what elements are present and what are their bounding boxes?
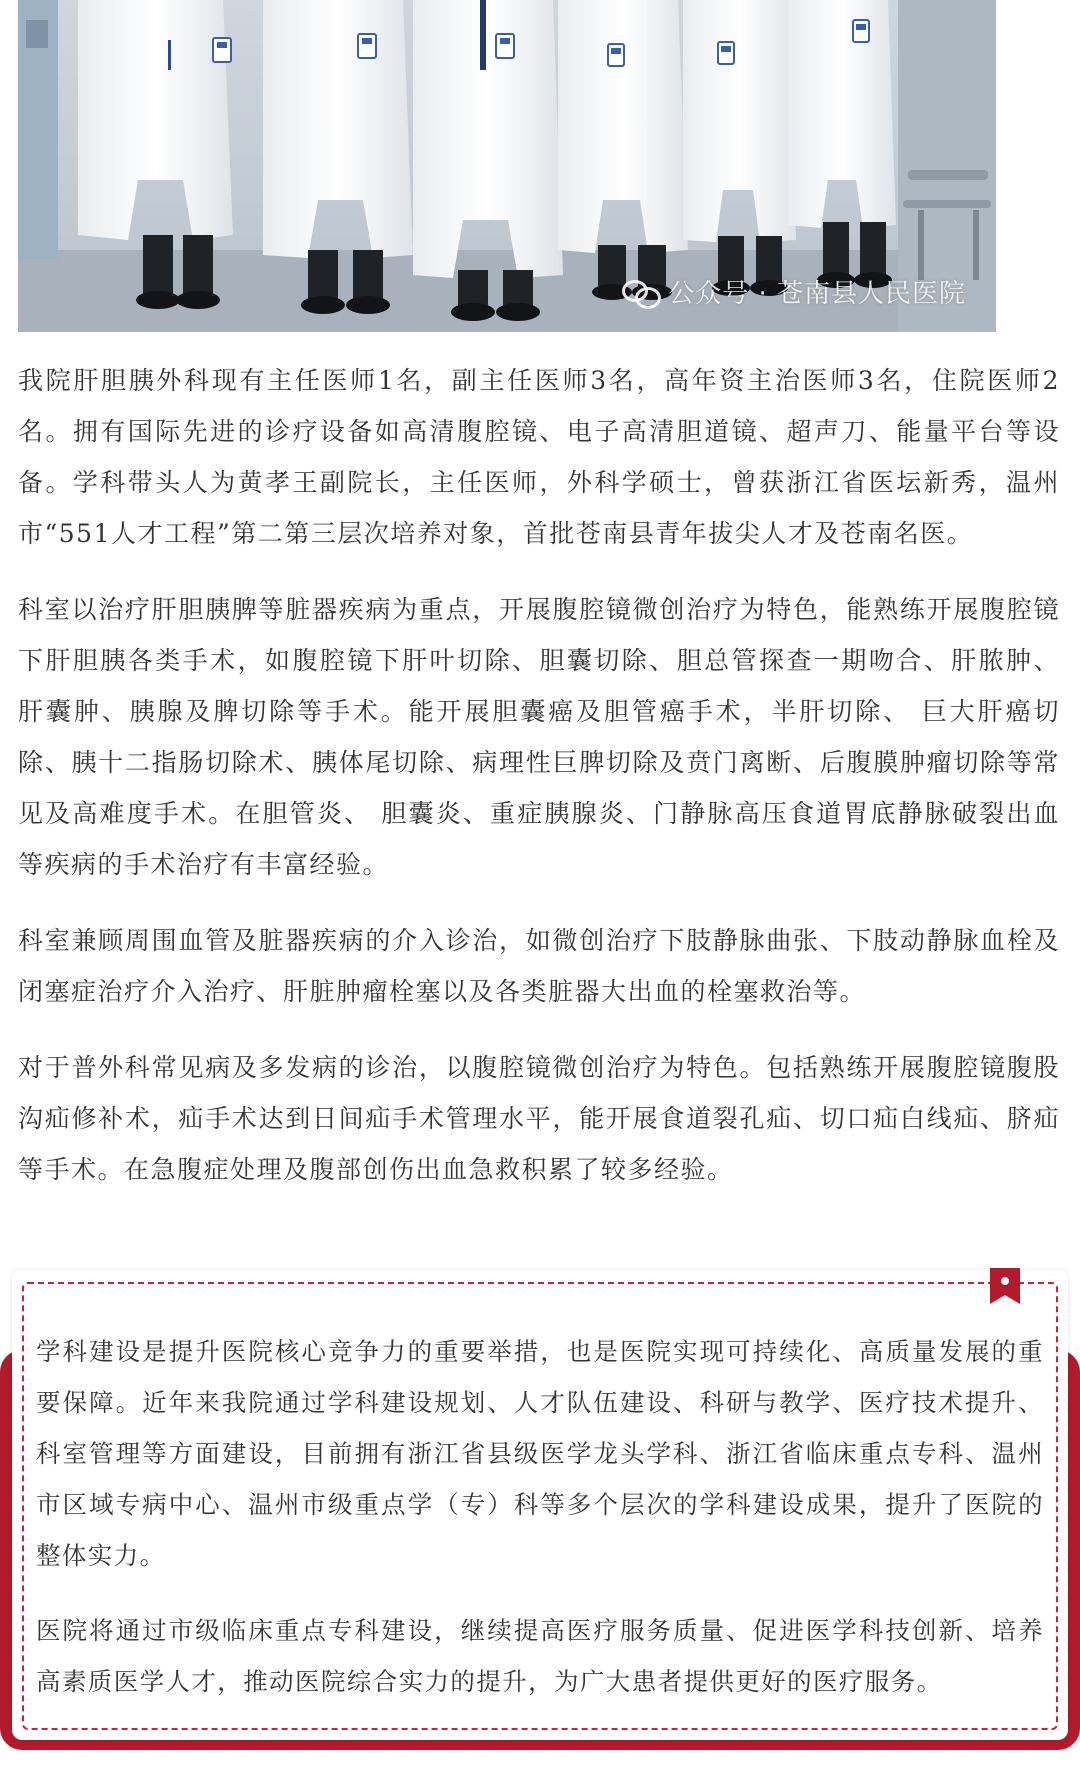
article-paragraph: 科室以治疗肝胆胰脾等脏器疾病为重点，开展腹腔镜微创治疗为特色，能熟练开展腹腔镜下肝胆胰各类手术，如腹腔镜下肝叶切除、胆囊切除、胆总管探查一期吻合、肝脓肿、 肝囊肿、胰腺及脾切除等手术。能开展胆囊癌及胆管癌手术，半肝切除、 巨大肝癌切除、胰十二指肠切除术、胰体尾切除、病理性巨脾切除及贲门离断、后腹膜肿瘤切除等常见及高难度手术。在胆管炎、 胆囊炎、重症胰腺炎、门静脉高压食道胃底静脉破裂出血等疾病的手术治疗有丰富经验。 (18, 595, 1060, 879)
article-paragraph: 对于普外科常见病及多发病的诊治，以腹腔镜微创治疗为特色。包括熟练开展腹腔镜腹股沟疝修补术，疝手术达到日间疝手术管理水平，能开展食道裂孔疝、切口疝白线疝、脐疝等手术。在急腹症处理及腹部创伤出血急救积累了较多经验。 (18, 1053, 1060, 1184)
photo-watermark (622, 273, 966, 310)
bookmark-icon (990, 1268, 1020, 1304)
wechat-icon (622, 278, 660, 306)
doctors-photo (18, 0, 996, 332)
article-paragraph: 科室兼顾周围血管及脏器疾病的介入诊治，如微创治疗下肢静脉曲张、下肢动静脉血栓及闭塞症治疗介入治疗、肝脏肿瘤栓塞以及各类脏器大出血的栓塞救治等。 (18, 926, 1060, 1006)
watermark-text: 公众号 · 苍南县人民医院 (668, 279, 966, 309)
card-paragraph: 学科建设是提升医院核心竞争力的重要举措，也是医院实现可持续化、高质量发展的重要保障。近年来我院通过学科建设规划、人才队伍建设、科研与教学、医疗技术提升、科室管理等方面建设，目前拥有浙江省县级医学龙头学科、浙江省临床重点专科、温州市区域专病中心、温州市级重点学（专）科等多个层次的学科建设成果，提升了医院的整体实力。 (36, 1337, 1044, 1570)
article-paragraph: 我院肝胆胰外科现有主任医师1名，副主任医师3名，高年资主治医师3名，住院医师2名。拥有国际先进的诊疗设备如高清腹腔镜、电子高清胆道镜、超声刀、能量平台等设备。学科带头人为黄孝王副院长，主任医师，外科学硕士，曾获浙江省医坛新秀，温州市“551人才工程”第二第三层次培养对象，首批苍南县青年拔尖人才及苍南名医。 (18, 366, 1060, 548)
card-paragraph: 医院将通过市级临床重点专科建设，继续提高医疗服务质量、促进医学科技创新、培养高素质医学人才，推动医院综合实力的提升，为广大患者提供更好的医疗服务。 (36, 1616, 1044, 1696)
highlight-card (0, 1270, 1080, 1760)
card-text (36, 1326, 1044, 1731)
card-panel (12, 1270, 1068, 1740)
article-body (18, 355, 1060, 1220)
